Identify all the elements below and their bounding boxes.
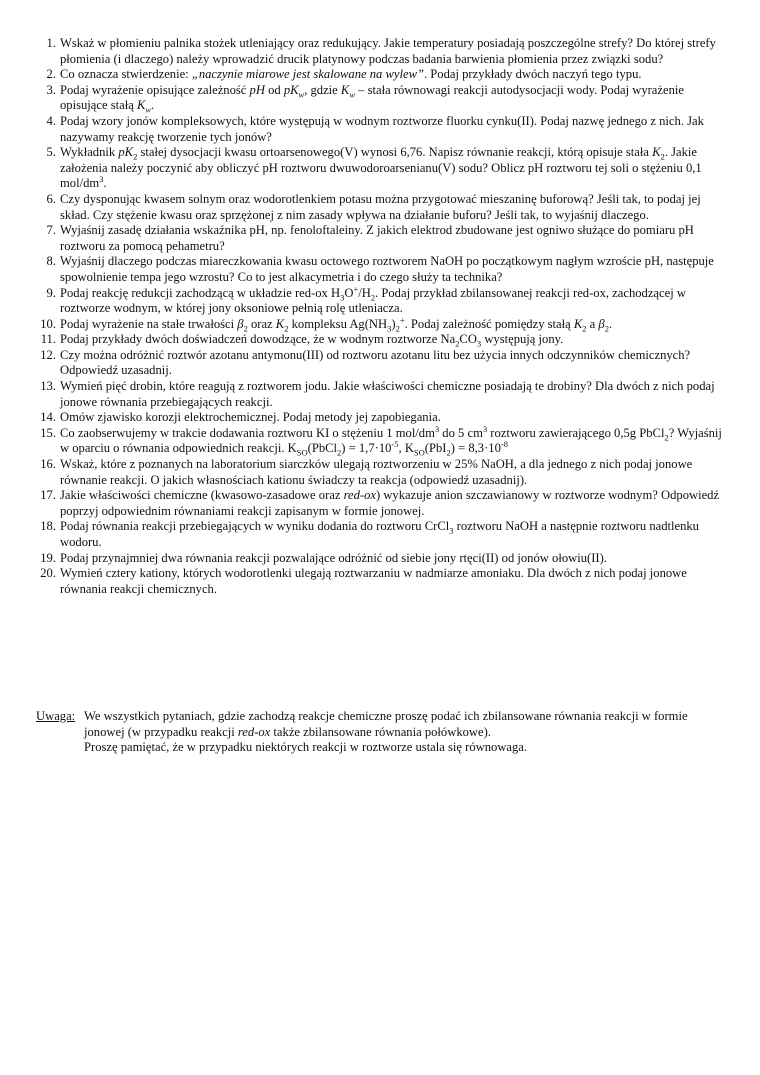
question-item (36, 457, 726, 488)
question-list (36, 36, 726, 597)
text-run: . Podaj przykład zbilansowanej reakcji red-ox, zachodzącej w roztworze wodnym, w której jony oksoniowe pełnią rolę utleniacza. (60, 285, 686, 316)
text-run: występują jony. (481, 332, 564, 347)
question-number: 12. (40, 347, 56, 362)
text-run: + (353, 283, 359, 294)
question-number: 19. (40, 550, 56, 565)
text-run: Podaj wyrażenie opisujące zależność (60, 82, 250, 97)
text-run: ) = 8,3·10 (450, 441, 501, 456)
text-run: 3 (99, 174, 104, 185)
text-run: . (103, 176, 107, 191)
text-run: Wyjaśnij dlaczego podczas miareczkowania kwasu octowego roztworem NaOH po początkowym nagłym wzroście pH, następuje spowolnienie tempa jego wzrostu? Co to jest alkacymetria i do czego służy ta technika? (60, 254, 714, 284)
question-number: 15. (40, 425, 56, 440)
text-run: pH (249, 82, 265, 97)
text-run: „naczynie miarowe jest skalowane na wylew” (191, 67, 424, 82)
text-run: . Podaj zależność pomiędzy stałą (404, 316, 574, 331)
question-text (60, 566, 687, 596)
note-label: Uwaga: (36, 709, 76, 723)
question-text (60, 283, 686, 316)
question-item (36, 114, 726, 145)
text-run: 2 (243, 323, 248, 334)
text-run: . (151, 98, 155, 113)
text-run: Podaj wyrażenie na stałe trwałości (60, 316, 238, 331)
text-run: β (237, 316, 244, 331)
text-run: Wymień cztery kationy, których wodorotlenki ulegają roztwarzaniu w nadmiarze amoniaku. Dla dwóch z nich podaj jonowe równania reakcji chemicznych. (60, 566, 687, 596)
note-text-a: We wszystkich pytaniach, gdzie zachodzą reakcje chemiczne proszę podać ich zbilansowane równania reakcji w formie jonowej (w przypadku reakcji (84, 709, 688, 739)
text-run: K (652, 145, 661, 160)
text-run: Wskaż w płomieniu palnika stożek utleniający oraz redukujący. Jakie temperatury posiadają poszczególne strefy? Do której strefy płomienia (i dlaczego) należy wprowadzić drucik platynowy podczas badania barwienia płomienia przez związki sodu? (60, 36, 716, 66)
question-number: 8. (46, 254, 56, 269)
question-text (60, 551, 607, 565)
question-text (60, 379, 715, 409)
text-run: Wskaż, które z poznanych na laboratorium siarczków ulegają roztworzeniu w 25% NaOH, a dla jednego z nich podaj jonowe równanie reakcji. O jakich własnościach kationu świadczy ta reakcja (odpowiedź uzasadnij). (60, 457, 693, 487)
note-block (36, 709, 726, 756)
text-run: a (586, 316, 599, 331)
note-paragraph-1 (84, 709, 726, 740)
question-text (60, 254, 714, 284)
text-run: Podaj przynajmniej dwa równania reakcji pozwalające odróżnić od siebie jony rtęci(II) od jonów ołowiu(II). (60, 550, 607, 565)
text-run: 2 (660, 151, 665, 162)
question-number: 20. (40, 566, 56, 581)
text-run: Podaj wzory jonów kompleksowych, które występują w wodnym roztworze fluorku cynku(II). Podaj nazwę jednego z nich. Jak nazywamy reakcję tworzenie tych jonów? (60, 113, 704, 144)
question-number: 13. (40, 379, 56, 394)
question-text (60, 114, 704, 144)
question-item (36, 192, 726, 223)
text-run: 2 (133, 151, 138, 162)
text-run: kompleksu Ag(NH (288, 316, 388, 331)
text-run: Podaj przykłady dwóch doświadczeń dowodzące, że w wodnym roztworze Na (60, 332, 456, 347)
question-number: 14. (40, 410, 56, 425)
text-run: ) wykazuje anion szczawianowy w roztworze wodnym? Odpowiedź poprzyj odpowiednim równaniami reakcji zapisanym w formie jonowej. (60, 488, 720, 518)
question-number: 7. (46, 223, 56, 238)
question-item (36, 551, 726, 567)
text-run: + (399, 314, 405, 325)
text-run: CO (459, 332, 477, 347)
note-paragraph-2: Proszę pamiętać, że w przypadku niektórych reakcji w roztworze ustala się równowaga. (84, 740, 528, 755)
question-number: 16. (40, 457, 56, 472)
text-run: SO (296, 447, 308, 458)
question-number: 11. (40, 332, 56, 347)
question-number: 4. (46, 113, 56, 128)
text-run: β (598, 316, 605, 331)
text-run: ) = 1,7·10 (341, 441, 392, 456)
question-text (60, 83, 684, 113)
text-run: 3 (476, 338, 482, 349)
text-run: oraz (247, 316, 276, 331)
text-run: w (349, 89, 355, 100)
text-run: w (298, 89, 305, 100)
text-run: 2 (582, 323, 587, 334)
text-run: Omów zjawisko korozji elektrochemicznej. Podaj metody jej zapobiegania. (60, 410, 441, 425)
text-run: 2 (284, 323, 289, 334)
text-run: 2 (337, 447, 342, 458)
text-run: K (340, 82, 350, 97)
question-number: 1. (46, 36, 56, 50)
question-number: 18. (40, 519, 56, 534)
text-run: 3 (387, 323, 392, 334)
question-item (36, 332, 726, 348)
text-run: , K (398, 441, 414, 456)
question-item (36, 83, 726, 114)
question-number: 17. (40, 488, 56, 503)
text-run: w (145, 104, 152, 115)
text-run: (PbI (424, 441, 447, 456)
question-item (36, 566, 726, 597)
text-run: 2 (395, 323, 400, 334)
question-item (36, 488, 726, 519)
question-item (36, 410, 726, 426)
text-run: 3 (340, 292, 345, 303)
text-run: Podaj równania reakcji przebiegających w wyniku dodania do roztworu CrCl (60, 519, 450, 534)
question-item (36, 67, 726, 83)
text-run: ) (391, 316, 396, 331)
question-text (60, 332, 564, 349)
question-item (36, 145, 726, 192)
text-run: roztworu NaOH a następnie roztworu nadtlenku wodoru. (60, 519, 699, 549)
question-item (36, 348, 726, 379)
text-run: Jakie właściwości chemiczne (kwasowo-zasadowe oraz (60, 488, 344, 503)
text-run: do 5 cm (439, 425, 483, 440)
text-run: (PbCl (307, 441, 338, 456)
question-number: 5. (46, 145, 56, 160)
question-item (36, 379, 726, 410)
text-run: roztworu zawierającego 0,5g PbCl (487, 425, 665, 440)
question-text (60, 457, 692, 487)
question-text (60, 423, 722, 458)
text-run: pK (118, 145, 134, 160)
text-run: stałej dysocjacji kwasu ortoarsenowego(V) wynosi 6,76. Napisz równanie reakcji, którą opisuje stała (137, 145, 653, 160)
question-number: 9. (46, 285, 56, 300)
question-text (60, 67, 642, 81)
question-item (36, 254, 726, 285)
text-run: Co oznacza stwierdzenie: (60, 67, 192, 82)
text-run: K (275, 316, 285, 331)
text-run: Podaj reakcję redukcji zachodzącą w układzie red-ox H (60, 285, 341, 300)
text-run: . (608, 316, 613, 331)
question-item (36, 314, 726, 334)
question-text (60, 519, 699, 549)
text-run: – stała równowagi reakcji autodysocjacji wody. Podaj wyrażenie opisujące stałą (60, 82, 684, 113)
note-text-italic: red-ox (237, 724, 271, 739)
text-run: red-ox (343, 488, 376, 503)
question-item (36, 519, 726, 550)
question-item (36, 423, 726, 458)
text-run: Wymień pięć drobin, które reagują z roztworem jodu. Jakie właściwości chemiczne posiadają te drobiny? Dla dwóch z nich podaj jonowe równania przebiegających reakcji. (60, 379, 715, 409)
question-text (60, 223, 694, 253)
question-text (60, 36, 716, 66)
question-text (60, 410, 441, 424)
question-text (60, 314, 613, 334)
text-run: 2 (664, 432, 669, 443)
text-run: 2 (370, 292, 376, 303)
question-number: 6. (46, 191, 56, 206)
question-text (60, 192, 701, 222)
text-run: 3 (482, 423, 488, 434)
text-run: -8 (500, 439, 508, 450)
text-run: O (344, 285, 354, 300)
question-number: 10. (40, 316, 56, 331)
question-number: 3. (46, 82, 56, 97)
question-item (36, 283, 726, 317)
text-run: 2 (446, 447, 451, 458)
text-run: pK (283, 82, 299, 97)
text-run: , gdzie (304, 82, 341, 97)
text-run: Czy można odróżnić roztwór azotanu antymonu(III) od roztworu azotanu litu bez użycia innych odczynników chemicznych? Odpowiedź uzasadnij. (60, 347, 691, 378)
question-text (60, 145, 702, 190)
text-run: ? Wyjaśnij w oparciu o równania odpowiednich reakcji. K (60, 425, 722, 456)
text-run: . Jakie założenia należy poczynić aby obliczyć pH roztworu dwuwodoroarsenianu(V) sodu? Oblicz pH roztworu tej soli o stężeniu 0,1 mol/dm (60, 145, 702, 191)
question-item (36, 36, 726, 67)
question-text (60, 488, 719, 518)
question-item (36, 223, 726, 254)
text-run: Co zaobserwujemy w trakcie dodawania roztworu KI o stężeniu 1 mol/dm (60, 425, 435, 440)
note-body (36, 709, 726, 756)
text-run: SO (413, 447, 425, 458)
text-run: Wykładnik (60, 145, 119, 160)
question-text (60, 348, 690, 378)
text-run: 3 (434, 423, 440, 434)
question-number: 2. (46, 67, 56, 82)
text-run: Czy dysponując kwasem solnym oraz wodorotlenkiem potasu można przygotować mieszaninę buforową? Jeśli tak, to podaj jej skład. Czy stężenie kwasu oraz sprzężonej z nim zasady wpływa na działanie buforu? Jeśli tak, to wyjaśnij dlaczego. (60, 191, 701, 222)
text-run: -5 (391, 439, 399, 450)
text-run: 2 (455, 338, 460, 349)
text-run: K (136, 98, 146, 113)
note-text-b: także zbilansowane równania połówkowe). (270, 724, 491, 739)
text-run: K (573, 316, 583, 331)
text-run: Wyjaśnij zasadę działania wskaźnika pH, np. fenoloftaleiny. Z jakich elektrod zbudowane jest ogniwo służące do pomiaru pH roztworu za pomocą pehametru? (60, 223, 694, 253)
text-run: 3 (449, 525, 454, 536)
text-run: od (264, 82, 284, 97)
text-run: /H (358, 285, 371, 300)
text-run: . Podaj przykłady dwóch naczyń tego typu. (423, 67, 642, 82)
text-run: 2 (604, 323, 609, 334)
